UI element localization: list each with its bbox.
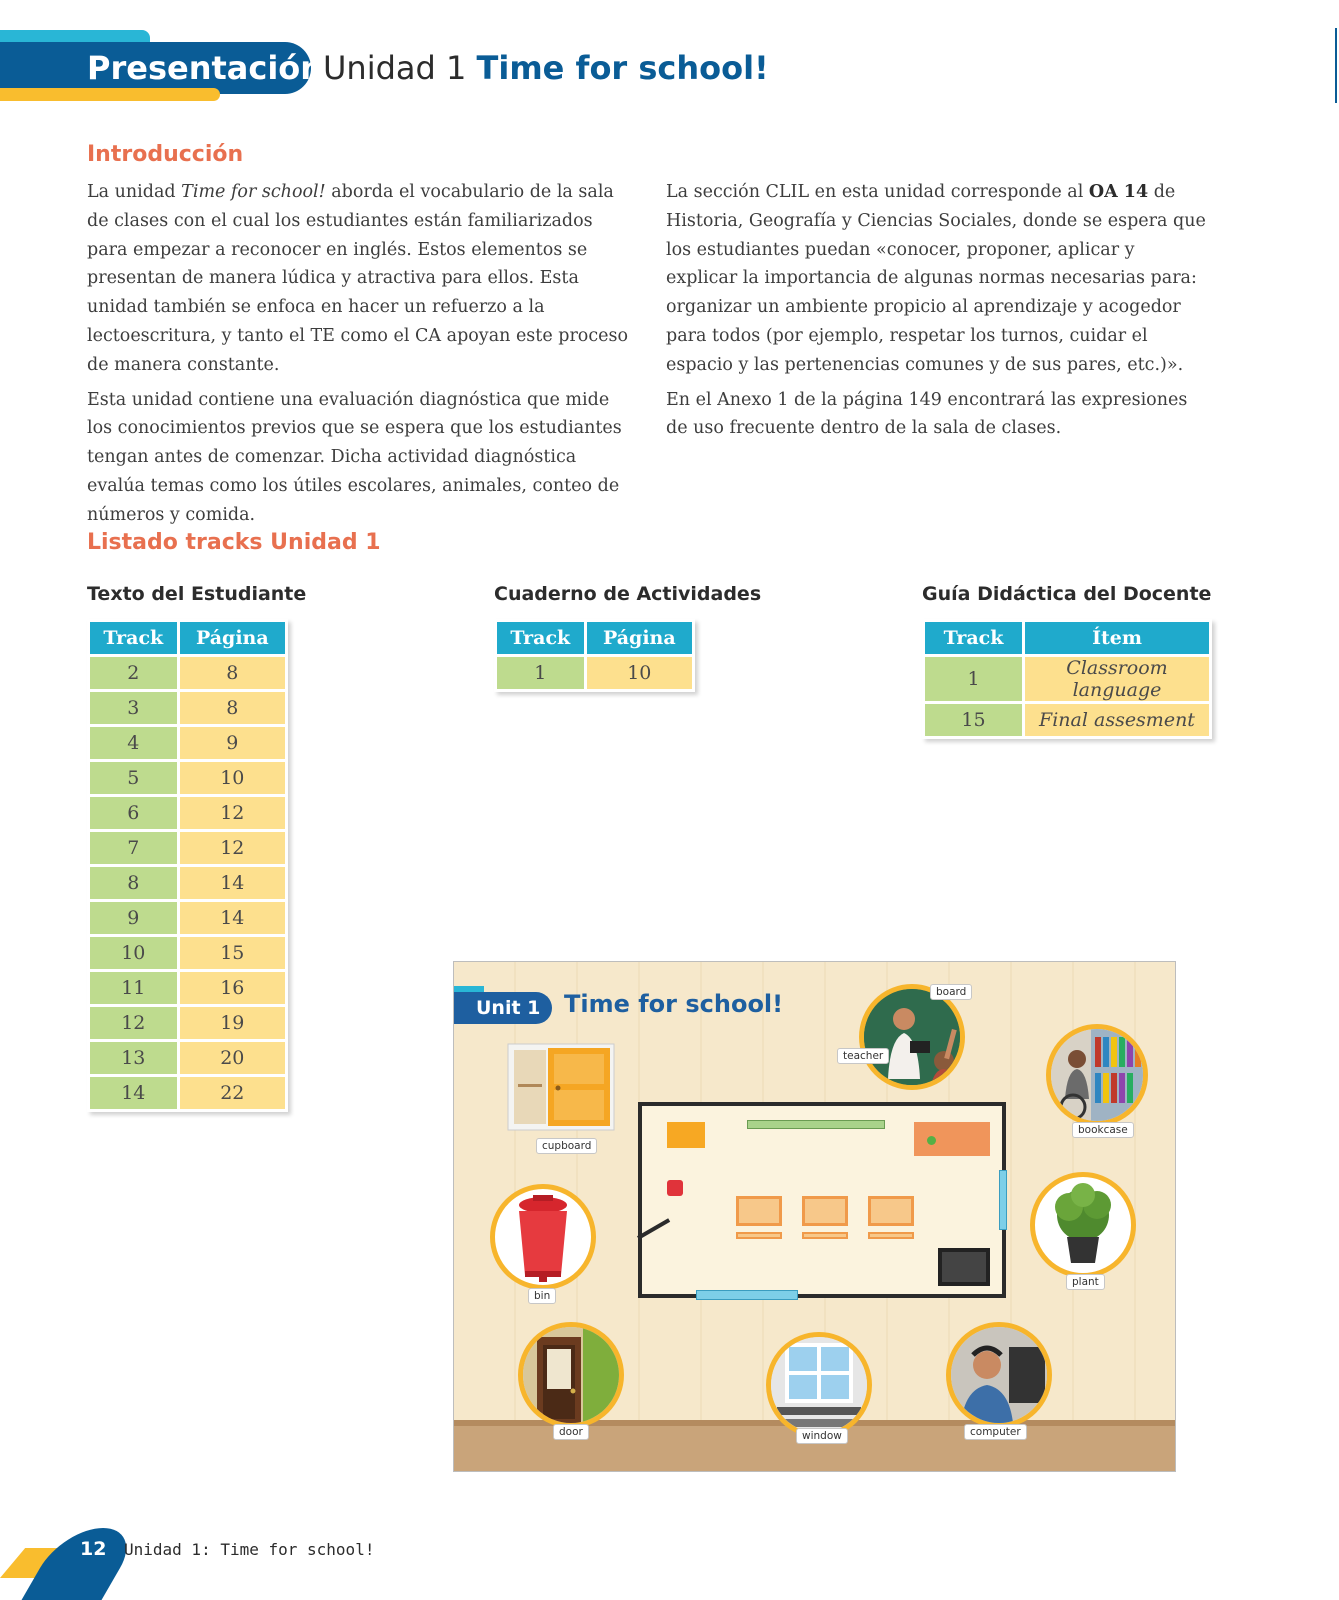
intro-left-column bbox=[87, 178, 632, 536]
window-photo bbox=[766, 1332, 872, 1438]
door-icon bbox=[523, 1327, 619, 1423]
track-cell: 9 bbox=[90, 902, 177, 934]
label-door: door bbox=[553, 1424, 589, 1440]
plan-teacher-desk bbox=[914, 1122, 990, 1156]
page-cell: 19 bbox=[180, 1007, 285, 1039]
label-bookcase: bookcase bbox=[1072, 1122, 1134, 1138]
column-header: Track bbox=[925, 622, 1022, 654]
tracks-heading: Listado tracks Unidad 1 bbox=[87, 530, 381, 555]
bookcase-icon bbox=[1051, 1029, 1147, 1125]
activity-book-title: Cuaderno de Actividades bbox=[494, 583, 762, 605]
unit-prefix: Unidad 1 bbox=[323, 49, 467, 87]
label-plant: plant bbox=[1066, 1274, 1105, 1290]
track-cell: 1 bbox=[925, 657, 1022, 701]
footer-running-title: Unidad 1: Time for school! bbox=[124, 1540, 375, 1559]
illustration-title: Time for school! bbox=[564, 990, 784, 1018]
intro-heading: Introducción bbox=[87, 142, 244, 167]
page-cell: 9 bbox=[180, 727, 285, 759]
header-cyan-band bbox=[0, 30, 150, 42]
page-cell: 15 bbox=[180, 937, 285, 969]
column-header: Página bbox=[180, 622, 285, 654]
bin-photo bbox=[490, 1184, 596, 1290]
page-number: 12 bbox=[80, 1538, 107, 1560]
track-cell: 2 bbox=[90, 657, 177, 689]
plan-side-window bbox=[999, 1170, 1007, 1230]
table-row bbox=[90, 972, 285, 1004]
page-cell: 22 bbox=[180, 1077, 285, 1109]
computer-icon bbox=[951, 1327, 1047, 1423]
intro-left-paragraph-2: Esta unidad contiene una evaluación diagnóstica que mide los conocimientos previos que se espera que los estudiantes tengan antes de comenzar. Dicha actividad diagnóstica evalúa temas como los útiles escolares, animales, conteo de números y comida. bbox=[87, 389, 622, 525]
bookcase-photo bbox=[1046, 1024, 1148, 1126]
column-header: Ítem bbox=[1025, 622, 1209, 654]
table-row bbox=[90, 1042, 285, 1074]
page-cell: 8 bbox=[180, 692, 285, 724]
table-row bbox=[90, 937, 285, 969]
plan-chair bbox=[736, 1232, 782, 1239]
plan-bin bbox=[667, 1180, 683, 1196]
table-row bbox=[90, 657, 285, 689]
track-cell: 11 bbox=[90, 972, 177, 1004]
teacher-icon bbox=[864, 989, 964, 1089]
page-cell: 10 bbox=[180, 762, 285, 794]
table-row bbox=[925, 657, 1209, 701]
column-header: Página bbox=[587, 622, 692, 654]
table-row bbox=[90, 727, 285, 759]
student-text-title: Texto del Estudiante bbox=[87, 583, 307, 605]
plant-photo bbox=[1030, 1172, 1136, 1278]
track-cell: 4 bbox=[90, 727, 177, 759]
label-board: board bbox=[930, 984, 972, 1000]
section-title: Presentación bbox=[87, 49, 324, 87]
track-cell: 8 bbox=[90, 867, 177, 899]
table-row bbox=[925, 704, 1209, 736]
bin-icon bbox=[495, 1189, 591, 1285]
column-header: Track bbox=[497, 622, 584, 654]
item-cell: Classroom language bbox=[1025, 657, 1209, 701]
cupboard-icon bbox=[504, 1038, 618, 1138]
column-header: Track bbox=[90, 622, 177, 654]
table-row bbox=[90, 797, 285, 829]
track-cell: 1 bbox=[497, 657, 584, 689]
page-cell: 16 bbox=[180, 972, 285, 1004]
label-computer: computer bbox=[964, 1424, 1027, 1440]
classroom-floor-plan bbox=[638, 1102, 1006, 1298]
page-cell: 14 bbox=[180, 902, 285, 934]
unit-tag: Unit 1 bbox=[454, 992, 552, 1024]
table-row bbox=[90, 902, 285, 934]
plan-board bbox=[747, 1120, 885, 1129]
track-cell: 10 bbox=[90, 937, 177, 969]
teacher-guide-title: Guía Didáctica del Docente bbox=[922, 583, 1212, 605]
table-row bbox=[90, 1007, 285, 1039]
classroom-illustration bbox=[453, 961, 1176, 1472]
page-cell: 12 bbox=[180, 797, 285, 829]
plant-icon bbox=[1035, 1177, 1131, 1273]
plan-window bbox=[696, 1290, 798, 1300]
label-teacher: teacher bbox=[837, 1048, 889, 1064]
item-cell: Final assesment bbox=[1025, 704, 1209, 736]
track-cell: 14 bbox=[90, 1077, 177, 1109]
page-edge-marker bbox=[1335, 28, 1337, 103]
track-cell: 5 bbox=[90, 762, 177, 794]
track-cell: 7 bbox=[90, 832, 177, 864]
table-row bbox=[90, 692, 285, 724]
cupboard-photo bbox=[504, 1038, 618, 1138]
table-row bbox=[90, 1077, 285, 1109]
activity-book-table bbox=[494, 619, 695, 692]
plan-computer bbox=[938, 1248, 990, 1286]
page-cell: 10 bbox=[587, 657, 692, 689]
table-row bbox=[90, 832, 285, 864]
page-cell: 12 bbox=[180, 832, 285, 864]
label-window: window bbox=[796, 1428, 848, 1444]
intro-left-paragraph-1: La unidad Time for school! aborda el vocabulario de la sala de clases con el cual los estudiantes están familiarizados para empezar a reconocer en inglés. Estos elementos se presentan de manera lúdica y atractiva para ellos. Esta unidad también se enfoca en hacer un refuerzo a la lectoescritura, y tanto el TE como el CA apoyan este proceso de manera constante. bbox=[87, 182, 629, 375]
track-cell: 6 bbox=[90, 797, 177, 829]
page-title bbox=[323, 46, 769, 90]
page-cell: 20 bbox=[180, 1042, 285, 1074]
table-row bbox=[90, 867, 285, 899]
label-cupboard: cupboard bbox=[536, 1138, 597, 1154]
table-row bbox=[497, 657, 692, 689]
plan-chair bbox=[868, 1232, 914, 1239]
track-cell: 3 bbox=[90, 692, 177, 724]
track-cell: 15 bbox=[925, 704, 1022, 736]
intro-right-column bbox=[666, 178, 1211, 449]
track-cell: 13 bbox=[90, 1042, 177, 1074]
page-cell: 8 bbox=[180, 657, 285, 689]
plan-desk bbox=[736, 1196, 782, 1226]
plan-door bbox=[637, 1218, 670, 1239]
label-bin: bin bbox=[528, 1288, 556, 1304]
door-photo bbox=[518, 1322, 624, 1428]
teacher-guide-table bbox=[922, 619, 1212, 739]
student-text-table bbox=[87, 619, 288, 1112]
intro-right-paragraph-2: En el Anexo 1 de la página 149 encontrará las expresiones de uso frecuente dentro de la sala de clases. bbox=[666, 389, 1188, 439]
page-cell: 14 bbox=[180, 867, 285, 899]
plan-desk bbox=[868, 1196, 914, 1226]
computer-photo bbox=[946, 1322, 1052, 1428]
unit-name: Time for school! bbox=[476, 49, 769, 87]
plan-cupboard bbox=[667, 1122, 705, 1148]
table-row bbox=[90, 762, 285, 794]
track-cell: 12 bbox=[90, 1007, 177, 1039]
plan-chair bbox=[802, 1232, 848, 1239]
plan-desk bbox=[802, 1196, 848, 1226]
plan-marker bbox=[927, 1136, 936, 1145]
intro-right-paragraph-1: La sección CLIL en esta unidad corresponde al OA 14 de Historia, Geografía y Ciencias Sociales, donde se espera que los estudiantes puedan «conocer, proponer, aplicar y explicar la importancia de algunas normas necesarias para: organizar un ambiente propicio al aprendizaje y acogedor para todos (por ejemplo, respetar los turnos, cuidar el espacio y las pertenencias comunes y de sus pares, etc.)». bbox=[666, 182, 1206, 375]
window-icon bbox=[771, 1337, 867, 1433]
